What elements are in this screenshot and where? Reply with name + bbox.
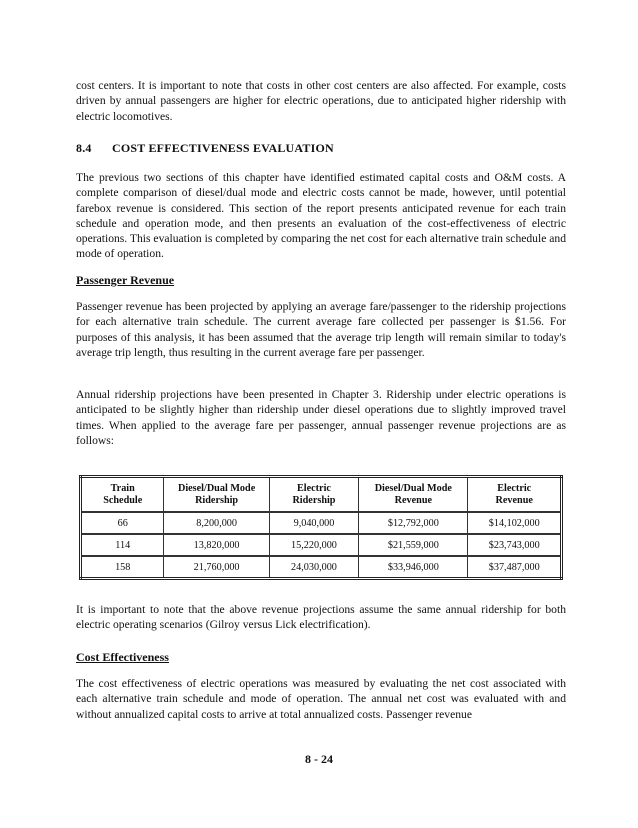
cost-effectiveness-heading: Cost Effectiveness bbox=[76, 650, 169, 664]
revenue-table bbox=[79, 475, 563, 580]
table-cell: $12,792,000 bbox=[359, 512, 468, 534]
table-cell: $21,559,000 bbox=[359, 534, 468, 556]
passenger-revenue-paragraph-1: Passenger revenue has been projected by applying an average fare/passenger to the ridership projections for each alternative train schedule. The current average fare collected per passenger is $1.56. For purposes of this analysis, it has been assumed that the average trip length will remain similar to today's average trip length, thus resulting in the current average fare per passenger. bbox=[76, 300, 566, 359]
table-cell: 66 bbox=[81, 512, 164, 534]
header-diesel-revenue: Diesel/Dual Mode Revenue bbox=[359, 477, 468, 513]
table-row bbox=[81, 534, 562, 556]
section-heading bbox=[76, 141, 334, 156]
table-cell: $23,743,000 bbox=[468, 534, 562, 556]
table-cell: 13,820,000 bbox=[164, 534, 269, 556]
table-cell: 8,200,000 bbox=[164, 512, 269, 534]
table-cell: $37,487,000 bbox=[468, 556, 562, 579]
table-cell: $14,102,000 bbox=[468, 512, 562, 534]
table-header-row bbox=[81, 477, 562, 513]
header-electric-revenue: Electric Revenue bbox=[468, 477, 562, 513]
table-cell: 24,030,000 bbox=[269, 556, 358, 579]
page-number: 8 - 24 bbox=[305, 752, 333, 766]
table-row bbox=[81, 512, 562, 534]
section-title: COST EFFECTIVENESS EVALUATION bbox=[112, 141, 334, 155]
table-cell: $33,946,000 bbox=[359, 556, 468, 579]
section-number: 8.4 bbox=[76, 141, 92, 155]
table-cell: 158 bbox=[81, 556, 164, 579]
passenger-revenue-heading: Passenger Revenue bbox=[76, 273, 175, 287]
header-train-schedule: Train Schedule bbox=[81, 477, 164, 513]
table-cell: 9,040,000 bbox=[269, 512, 358, 534]
table-cell: 15,220,000 bbox=[269, 534, 358, 556]
header-electric-ridership: Electric Ridership bbox=[269, 477, 358, 513]
table-cell: 114 bbox=[81, 534, 164, 556]
header-diesel-ridership: Diesel/Dual Mode Ridership bbox=[164, 477, 269, 513]
table-row bbox=[81, 556, 562, 579]
passenger-revenue-paragraph-2: Annual ridership projections have been presented in Chapter 3. Ridership under electric operations is anticipated to be slightly higher than ridership under diesel operations due to slightly improved travel times. When applied to the average fare per passenger, annual passenger revenue projections are as follows: bbox=[76, 388, 566, 447]
section-paragraph: The previous two sections of this chapter have identified estimated capital costs and O&M costs. A complete comparison of diesel/dual mode and electric costs cannot be made, however, until potential farebox revenue is considered. This section of the report presents anticipated revenue for each train schedule and operation mode, and then presents an evaluation of the cost-effectiveness of electric operations. This evaluation is completed by comparing the net cost for each alternative train schedule and mode of operation. bbox=[76, 171, 566, 261]
intro-paragraph: cost centers. It is important to note that costs in other cost centers are also affected. For example, costs driven by annual passengers are higher for electric operations, due to anticipated higher ridership with electric locomotives. bbox=[76, 79, 566, 123]
table-cell: 21,760,000 bbox=[164, 556, 269, 579]
after-table-paragraph: It is important to note that the above revenue projections assume the same annual ridership for both electric operating scenarios (Gilroy versus Lick electrification). bbox=[76, 603, 566, 632]
cost-effectiveness-paragraph: The cost effectiveness of electric operations was measured by evaluating the net cost associated with each alternative train schedule and mode of operation. The annual net cost was evaluated with and without annualized capital costs to arrive at total annualized costs. Passenger revenue bbox=[76, 677, 566, 721]
